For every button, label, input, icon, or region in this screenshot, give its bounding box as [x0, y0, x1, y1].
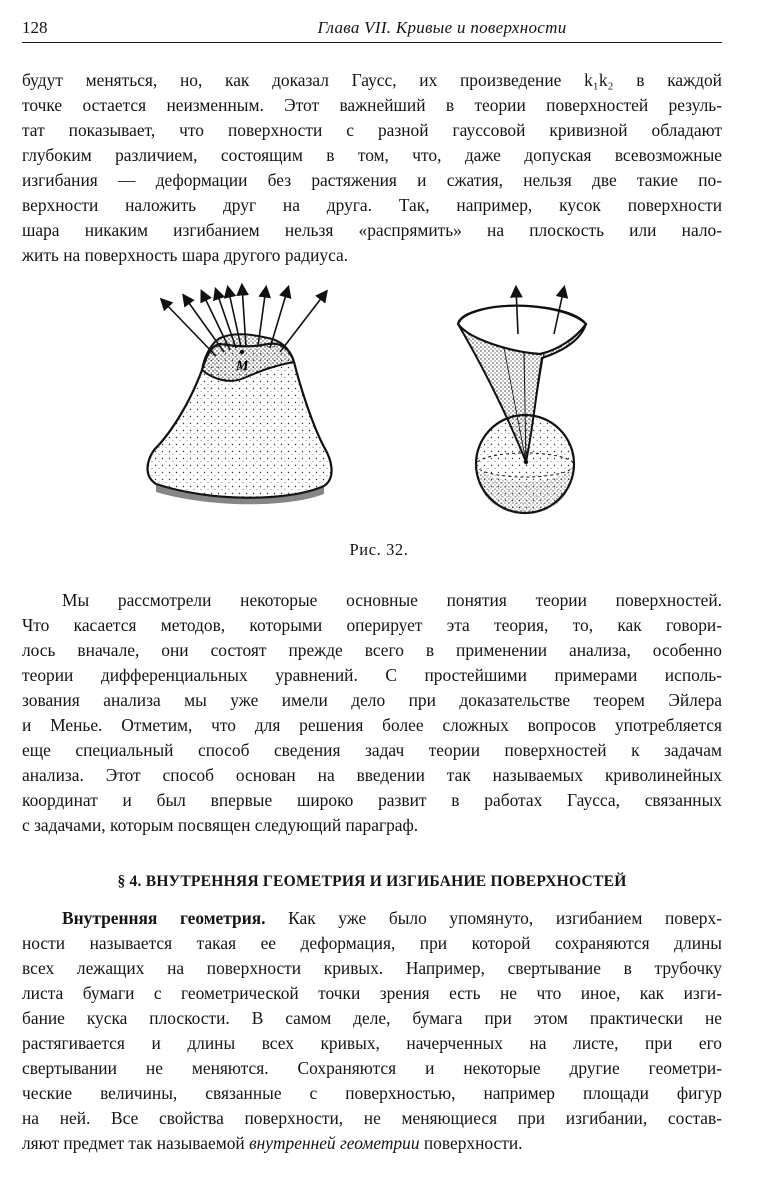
text-line: жить на поверхность шара другого радиуса.: [22, 245, 349, 265]
text-line: изгибания — деформации без растяжения и сжатия, нельзя две такие по-: [22, 170, 722, 190]
text-line: лось вначале, они состоят прежде всего в применении анализа, особенно: [22, 640, 722, 660]
running-title: Глава VII. Кривые и поверхности: [317, 18, 567, 37]
point-m-label: M: [236, 359, 249, 374]
text-line: бание куска плоскости. В самом деле, бумага при этом практически не: [22, 1008, 722, 1028]
text-fragment: ляют предмет так называемой: [22, 1133, 250, 1153]
text-line: ности называется такая ее деформация, при которой сохраняются длины: [22, 933, 722, 953]
text-line: анализа. Этот способ основан на введении так называемых криволинейных: [22, 765, 722, 785]
text-line: на ней. Все свойства поверхности, не меняющиеся при изгибании, состав-: [22, 1108, 722, 1128]
text-line: тат показывает, что поверхности с разной гауссовой кривизной обладают: [22, 120, 722, 140]
point-m-marker: [240, 350, 244, 354]
text-line: с задачами, которым посвящен следующий параграф.: [22, 815, 419, 835]
text-line: шара никаким изгибанием нельзя «распрямить» на плоскость или нало-: [22, 220, 722, 240]
text-line: глубоким различием, состоящим в том, что, даже допуская всевозможные: [22, 145, 722, 165]
tangency-point: [524, 460, 528, 464]
figure-32: [140, 282, 620, 532]
text-line: всех лежащих на поверхности кривых. Например, свертывание в трубочку: [22, 958, 722, 978]
text-line: Что касается методов, которыми оперирует эта теория, то, как говори-: [22, 615, 722, 635]
text-line: растягивается и длины всех кривых, начерченных на листе, при его: [22, 1033, 722, 1053]
text-line: теории дифференциальных уравнений. С простейшими примерами исполь-: [22, 665, 722, 685]
text-line: [22, 906, 722, 931]
text-line: листа бумаги с геометрической точки зрения есть не что иное, как изги-: [22, 983, 722, 1003]
figure-caption: Рис. 32.: [349, 540, 409, 559]
section-heading: § 4. ВНУТРЕННЯЯ ГЕОМЕТРИЯ И ИЗГИБАНИЕ ПОВЕРХНОСТЕЙ: [117, 873, 627, 890]
text-line: будут меняться, но, как доказал Гаусс, их произведение k₁k₂ в каждой: [22, 70, 722, 90]
run-in-title: Внутренняя геометрия.: [62, 908, 266, 928]
text-line: верхности наложить друг на друга. Так, например, кусок поверхности: [22, 195, 722, 215]
text-line: ческие величины, связанные с поверхностью, например площади фигур: [22, 1083, 722, 1103]
text-line: еще специальный способ сведения задач теории поверхностей к задачам: [22, 740, 722, 760]
text-fragment: Как уже было упомянуто, изгибанием поверх-: [265, 908, 722, 928]
text-line: и Менье. Отметим, что для решения более сложных вопросов употребляется: [22, 715, 722, 735]
text-line: точке остается неизменным. Этот важнейший в теории поверхностей резуль-: [22, 95, 722, 115]
page-header: [22, 18, 722, 43]
text-line: Мы рассмотрели некоторые основные понятия теории поверхностей.: [62, 590, 722, 610]
text-line: координат и был впервые широко развит в работах Гаусса, связанных: [22, 790, 722, 810]
page-number: 128: [22, 18, 48, 37]
text-fragment: поверхности.: [419, 1133, 523, 1153]
text-line: [22, 1131, 722, 1156]
emphasized-term: внутренней геометрии: [249, 1133, 420, 1153]
text-line: зования анализа мы уже имели дело при доказательстве теорем Эйлера: [22, 690, 722, 710]
text-line: свертывании не меняются. Сохраняются и некоторые другие геометри-: [22, 1058, 722, 1078]
